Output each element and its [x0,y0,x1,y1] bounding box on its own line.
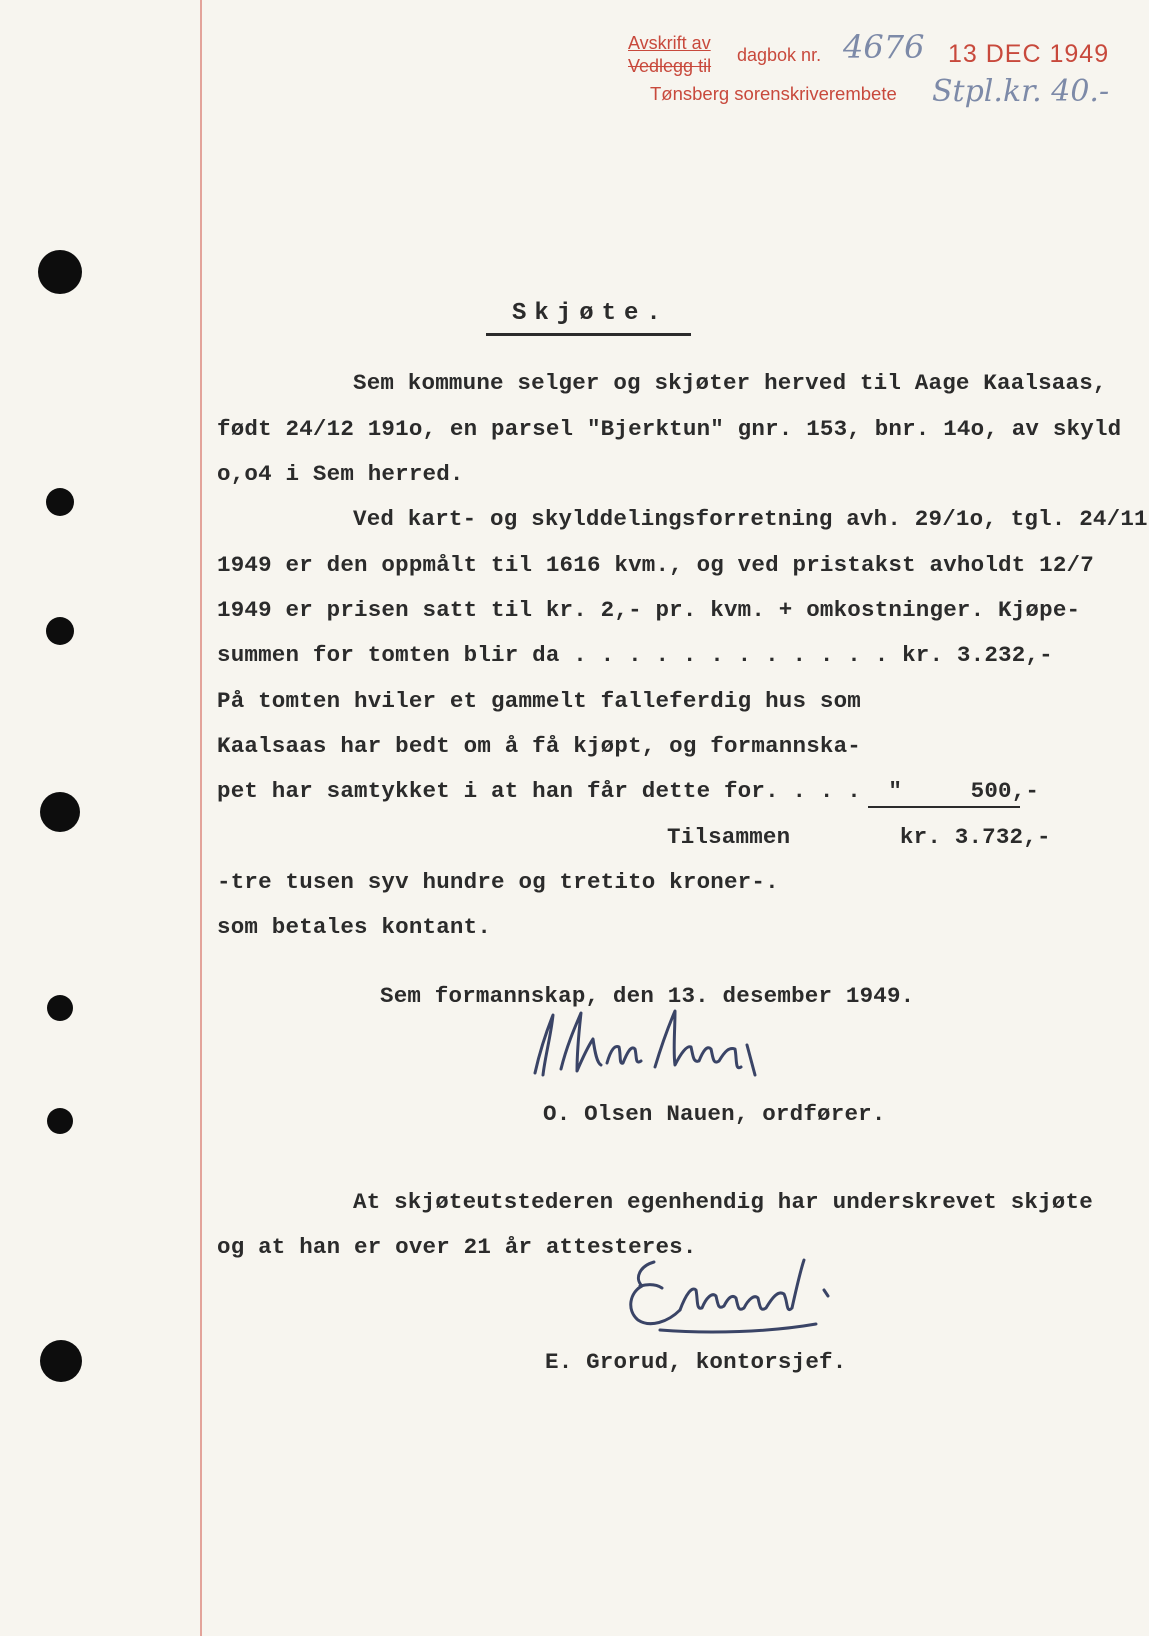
body-line-3: o,o4 i Sem herred. [217,461,464,487]
stamp-date: 13 DEC 1949 [948,40,1110,68]
place-date-line: Sem formannskap, den 13. desember 1949. [380,983,915,1009]
stamp-fee: Stpl.kr. 40.- [932,74,1110,109]
body-line-5: 1949 er den oppmålt til 1616 kvm., og ved pristakst avholdt 12/7 [217,552,1094,578]
signatory-grorud: E. Grorud, kontorsjef. [545,1349,847,1375]
body-line-7: summen for tomten blir da . . . . . . . . . . . . kr. 3.232,- [217,642,1053,668]
stamp-dagbok-label: dagbok nr. [737,45,822,65]
sum-underline [868,806,1020,808]
total-line: Tilsammen kr. 3.732,- [667,824,1051,850]
body-line-8: På tomten hviler et gammelt falleferdig hus som [217,688,862,714]
punch-hole-7 [40,1340,82,1382]
amount-in-words: -tre tusen syv hundre og tretito kroner-. [217,869,779,895]
signature-olsen-nauen [515,1005,775,1085]
document-title: Skjøte. [512,300,669,327]
signature-grorud [620,1250,850,1340]
body-line-6: 1949 er prisen satt til kr. 2,- pr. kvm. + omkostninger. Kjøpe- [217,597,1081,623]
punch-hole-4 [40,792,80,832]
signatory-olsen-nauen: O. Olsen Nauen, ordfører. [543,1101,886,1127]
body-line-9: Kaalsaas har bedt om å få kjøpt, og formannska- [217,733,862,759]
body-line-4: Ved kart- og skylddelingsforretning avh. 29/1o, tgl. 24/11 [353,506,1148,532]
punch-hole-1 [38,250,82,294]
stamp-vedlegg-label: Vedlegg til [628,56,712,76]
body-line-2: født 24/12 191o, en parsel "Bjerktun" gnr. 153, bnr. 14o, av skyld [217,416,1122,442]
payment-terms: som betales kontant. [217,914,492,940]
body-line-1: Sem kommune selger og skjøter herved til Aage Kaalsaas, [353,370,1107,396]
stamp-office: Tønsberg sorenskriverembete [650,83,897,104]
margin-line [200,0,202,1636]
punch-hole-3 [46,617,74,645]
punch-hole-2 [46,488,74,516]
attestation-line-2: og at han er over 21 år attesteres. [217,1234,697,1260]
punch-hole-6 [47,1108,73,1134]
stamp-avskrift-label: Avskrift av [628,33,711,53]
punch-hole-5 [47,995,73,1021]
dagbok-number: 4676 [843,28,925,66]
body-line-10: pet har samtykket i at han får dette for. . . . " 500,- [217,778,1040,804]
title-underline [486,333,691,336]
attestation-line-1: At skjøteutstederen egenhendig har underskrevet skjøte [353,1189,1093,1215]
